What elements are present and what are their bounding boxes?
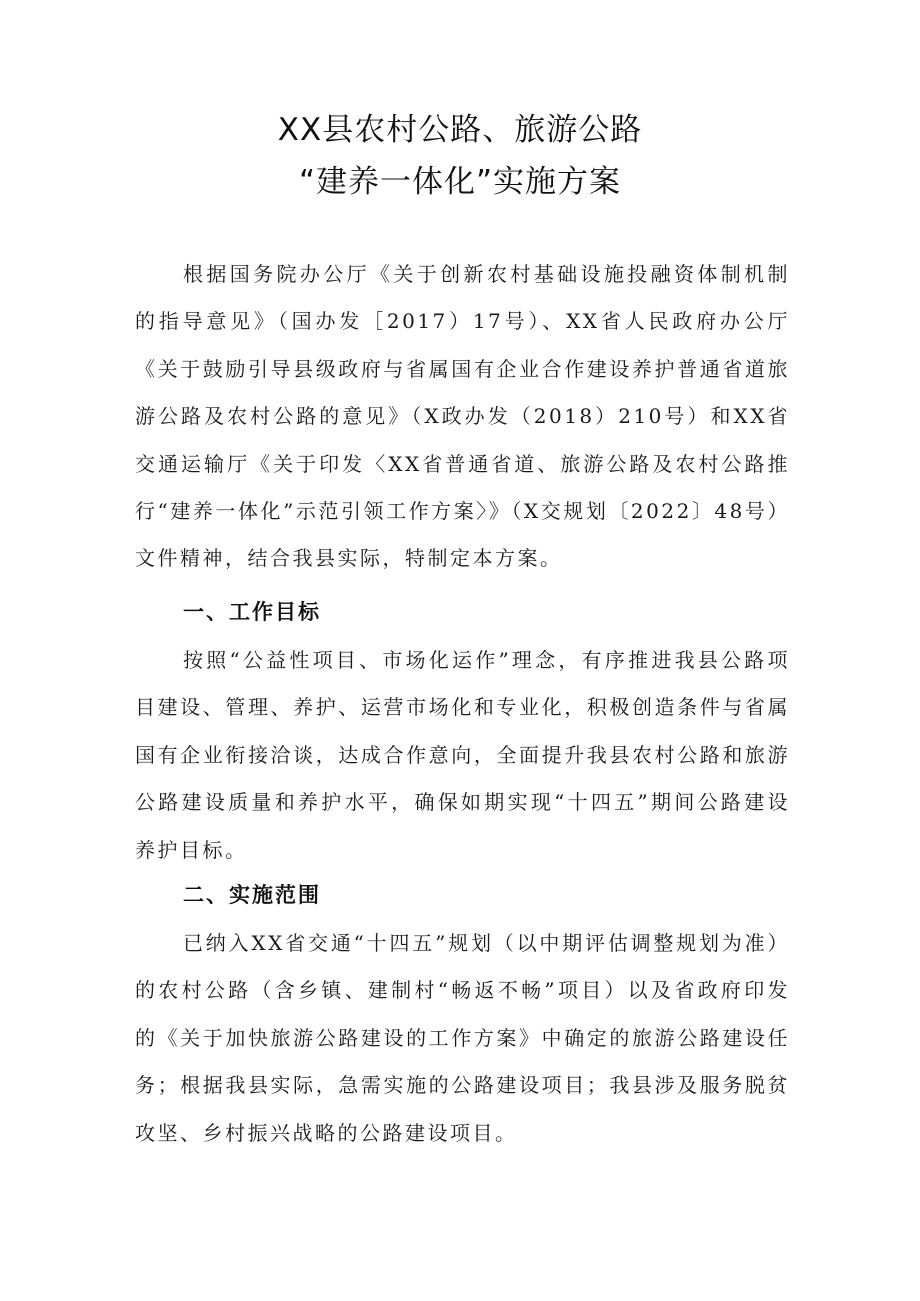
document-title-line-2: “建养一体化”实施方案: [298, 164, 622, 200]
section-heading-scope: 二、实施范围: [183, 883, 321, 907]
document-title-line-1: XX县农村公路、旅游公路: [277, 112, 643, 148]
intro-paragraph: 根据国务院办公厅《关于创新农村基础设施投融资体制机制的指导意见》（国办发［2017）17号）、XX省人民政府办公厅《关于鼓励引导县级政府与省属国有企业合作建设养护普通省道旅游公路及农村公路的意见》（X政办发（2018）210号）和XX省交通运输厅《关于印发〈XX省普通省道、旅游公路及农村公路推行“建养一体化”示范引领工作方案〉》（X交规划〔2022〕48号）文件精神，结合我县实际，特制定本方案。: [135, 262, 790, 571]
section-heading-work-goals: 一、工作目标: [183, 600, 321, 624]
section-paragraph-work-goals: 按照“公益性项目、市场化运作”理念，有序推进我县公路项目建设、管理、养护、运营市场化和专业化，积极创造条件与省属国有企业衔接洽谈，达成合作意向，全面提升我县农村公路和旅游公路建设质量和养护水平，确保如期实现“十四五”期间公路建设养护目标。: [135, 648, 790, 862]
section-paragraph-scope: 已纳入XX省交通“十四五”规划（以中期评估调整规划为准）的农村公路（含乡镇、建制村“畅返不畅”项目）以及省政府印发的《关于加快旅游公路建设的工作方案》中确定的旅游公路建设任务；根据我县实际，急需实施的公路建设项目；我县涉及服务脱贫攻坚、乡村振兴战略的公路建设项目。: [135, 931, 790, 1145]
